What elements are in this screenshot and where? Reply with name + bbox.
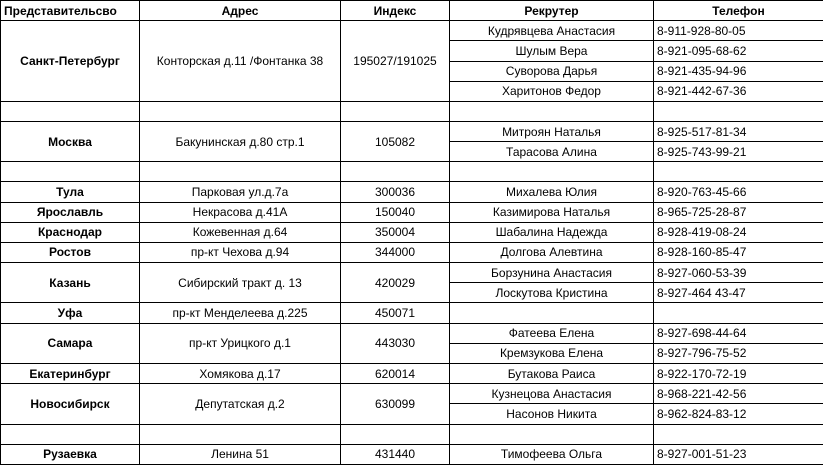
recruiter-phone: 8-927-060-53-39 [654,263,823,283]
office-address: пр-кт Урицкого д.1 [140,323,341,363]
empty-cell [341,424,450,444]
recruiter-phone: 8-927-796-75-52 [654,343,823,363]
empty-cell [341,101,450,121]
empty-cell [654,424,823,444]
header-recruiter: Рекрутер [450,1,654,21]
recruiter-name: Бутакова Раиса [450,364,654,384]
office-city: Ростов [1,242,140,262]
table-body [1,21,823,465]
recruiter-name: Фатеева Елена [450,323,654,343]
office-city: Санкт-Петербург [1,21,140,102]
recruiter-phone: 8-925-743-99-21 [654,142,823,162]
recruiter-phone: 8-921-442-67-36 [654,81,823,101]
recruiter-phone: 8-927-698-44-64 [654,323,823,343]
empty-cell [140,101,341,121]
office-city: Краснодар [1,222,140,242]
office-address: Сибирский тракт д. 13 [140,263,341,303]
office-index: 443030 [341,323,450,363]
table-row [1,263,823,283]
office-city: Тула [1,182,140,202]
recruiter-name: Харитонов Федор [450,81,654,101]
office-city: Новосибирск [1,384,140,424]
office-city: Самара [1,323,140,363]
office-city: Екатеринбург [1,364,140,384]
empty-cell [450,162,654,182]
recruiter-name: Шабалина Надежда [450,222,654,242]
recruiter-name: Лоскутова Кристина [450,283,654,303]
table-row [1,364,823,384]
office-city: Москва [1,121,140,161]
office-index: 344000 [341,242,450,262]
table-row [1,323,823,343]
office-index: 431440 [341,444,450,464]
recruiter-phone: 8-921-095-68-62 [654,41,823,61]
header-office: Представительсво [1,1,140,21]
recruiter-phone: 8-925-517-81-34 [654,121,823,141]
office-address: пр-кт Менделеева д.225 [140,303,341,323]
office-index: 630099 [341,384,450,424]
table-row [1,182,823,202]
recruiter-phone: 8-911-928-80-05 [654,21,823,41]
spacer-row [1,101,823,121]
empty-cell [1,424,140,444]
recruiter-phone [654,303,823,323]
recruiter-name: Шулым Вера [450,41,654,61]
office-address: Парковая ул.д.7а [140,182,341,202]
recruiter-phone: 8-928-419-08-24 [654,222,823,242]
spacer-row [1,162,823,182]
recruiter-phone: 8-968-221-42-56 [654,384,823,404]
recruiter-name: Кузнецова Анастасия [450,384,654,404]
office-address: Ленина 51 [140,444,341,464]
office-index: 420029 [341,263,450,303]
recruiter-name: Насонов Никита [450,404,654,424]
recruiter-phone: 8-922-170-72-19 [654,364,823,384]
table-row [1,222,823,242]
recruiter-phone: 8-920-763-45-66 [654,182,823,202]
spacer-row [1,424,823,444]
office-city: Уфа [1,303,140,323]
office-address: Кожевенная д.64 [140,222,341,242]
office-index: 620014 [341,364,450,384]
recruiter-name: Тимофеева Ольга [450,444,654,464]
empty-cell [1,101,140,121]
empty-cell [654,162,823,182]
header-index: Индекс [341,1,450,21]
recruiter-name: Казимирова Наталья [450,202,654,222]
office-city: Казань [1,263,140,303]
office-index: 300036 [341,182,450,202]
header-row [1,1,823,21]
recruiter-phone: 8-927-001-51-23 [654,444,823,464]
office-city: Ярославль [1,202,140,222]
office-address: Конторская д.11 /Фонтанка 38 [140,21,341,102]
office-index: 195027/191025 [341,21,450,102]
table-row [1,303,823,323]
empty-cell [140,162,341,182]
recruiter-name: Тарасова Алина [450,142,654,162]
recruiter-phone: 8-928-160-85-47 [654,242,823,262]
recruiter-name [450,303,654,323]
empty-cell [654,101,823,121]
office-index: 350004 [341,222,450,242]
table-row [1,21,823,41]
office-index: 150040 [341,202,450,222]
recruiter-phone: 8-962-824-83-12 [654,404,823,424]
table-row [1,202,823,222]
recruiter-phone: 8-927-464 43-47 [654,283,823,303]
empty-cell [341,162,450,182]
office-address: пр-кт Чехова д.94 [140,242,341,262]
recruiter-phone: 8-921-435-94-96 [654,61,823,81]
recruiter-name: Суворова Дарья [450,61,654,81]
header-phone: Телефон [654,1,823,21]
header-address: Адрес [140,1,341,21]
empty-cell [450,101,654,121]
office-index: 450071 [341,303,450,323]
table-row [1,444,823,464]
office-address: Бакунинская д.80 стр.1 [140,121,341,161]
recruiter-name: Кремзукова Елена [450,343,654,363]
table-row [1,242,823,262]
recruiter-name: Долгова Алевтина [450,242,654,262]
office-address: Депутатская д.2 [140,384,341,424]
empty-cell [450,424,654,444]
office-city: Рузаевка [1,444,140,464]
recruiter-name: Митроян Наталья [450,121,654,141]
empty-cell [1,162,140,182]
table-row [1,384,823,404]
office-address: Хомякова д.17 [140,364,341,384]
table-row [1,121,823,141]
office-address: Некрасова д.41А [140,202,341,222]
office-index: 105082 [341,121,450,161]
recruiter-name: Борзунина Анастасия [450,263,654,283]
recruiter-name: Кудрявцева Анастасия [450,21,654,41]
recruiter-name: Михалева Юлия [450,182,654,202]
recruiter-phone: 8-965-725-28-87 [654,202,823,222]
empty-cell [140,424,341,444]
